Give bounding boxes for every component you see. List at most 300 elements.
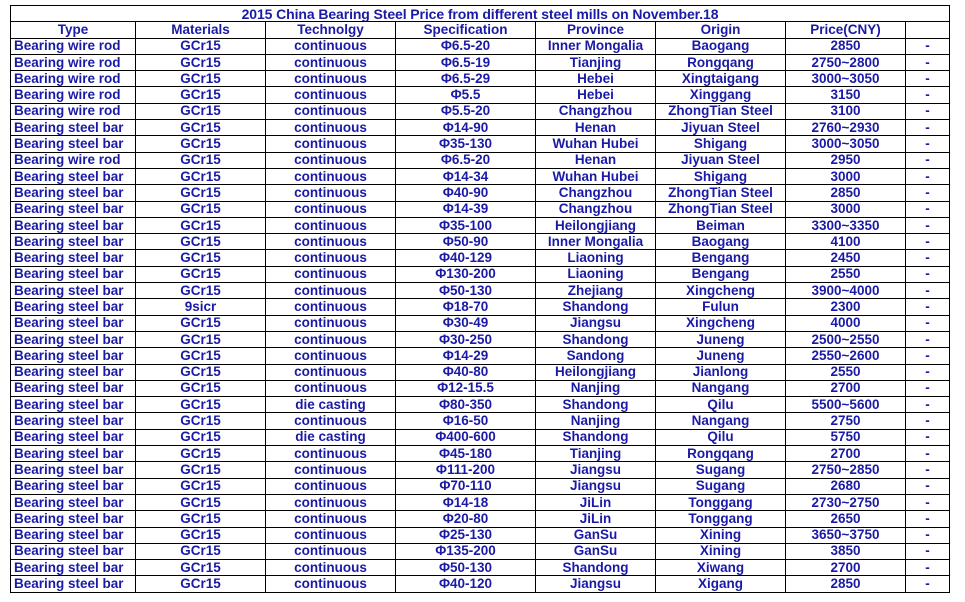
- materials-cell: GCr15: [136, 397, 266, 413]
- technology-cell: continuous: [266, 201, 396, 217]
- type-cell: Bearing steel bar: [11, 250, 136, 266]
- header-specification: Specification: [396, 22, 536, 38]
- table-row: [11, 217, 950, 233]
- extra-cell: -: [906, 201, 950, 217]
- origin-cell: Jianlong: [656, 364, 786, 380]
- specification-cell: Φ14-39: [396, 201, 536, 217]
- materials-cell: GCr15: [136, 201, 266, 217]
- technology-cell: die casting: [266, 429, 396, 445]
- type-cell: Bearing steel bar: [11, 364, 136, 380]
- table-row: [11, 331, 950, 347]
- materials-cell: GCr15: [136, 576, 266, 592]
- extra-cell: -: [906, 250, 950, 266]
- materials-cell: GCr15: [136, 266, 266, 282]
- table-row: [11, 413, 950, 429]
- province-cell: Inner Mongalia: [536, 38, 656, 54]
- specification-cell: Φ50-130: [396, 560, 536, 576]
- extra-cell: -: [906, 71, 950, 87]
- extra-cell: -: [906, 38, 950, 54]
- table-row: [11, 152, 950, 168]
- table-row: [11, 446, 950, 462]
- materials-cell: GCr15: [136, 38, 266, 54]
- specification-cell: Φ14-34: [396, 168, 536, 184]
- specification-cell: Φ25-130: [396, 527, 536, 543]
- specification-cell: Φ6.5-20: [396, 152, 536, 168]
- materials-cell: GCr15: [136, 543, 266, 559]
- table-row: [11, 397, 950, 413]
- extra-cell: -: [906, 527, 950, 543]
- technology-cell: continuous: [266, 250, 396, 266]
- table-row: [11, 103, 950, 119]
- price-cell: 2700: [786, 380, 906, 396]
- specification-cell: Φ40-129: [396, 250, 536, 266]
- specification-cell: Φ130-200: [396, 266, 536, 282]
- origin-cell: Tonggang: [656, 511, 786, 527]
- type-cell: Bearing steel bar: [11, 560, 136, 576]
- extra-cell: -: [906, 413, 950, 429]
- specification-cell: Φ14-90: [396, 120, 536, 136]
- materials-cell: GCr15: [136, 364, 266, 380]
- table-row: [11, 299, 950, 315]
- price-cell: 2550: [786, 266, 906, 282]
- technology-cell: continuous: [266, 152, 396, 168]
- origin-cell: Bengang: [656, 250, 786, 266]
- materials-cell: GCr15: [136, 250, 266, 266]
- specification-cell: Φ5.5: [396, 87, 536, 103]
- type-cell: Bearing steel bar: [11, 185, 136, 201]
- price-cell: 4000: [786, 315, 906, 331]
- origin-cell: Bengang: [656, 266, 786, 282]
- table-body: [11, 38, 950, 592]
- type-cell: Bearing steel bar: [11, 136, 136, 152]
- type-cell: Bearing steel bar: [11, 120, 136, 136]
- price-cell: 2750~2800: [786, 54, 906, 70]
- province-cell: Nanjing: [536, 413, 656, 429]
- origin-cell: Nangang: [656, 380, 786, 396]
- origin-cell: Fulun: [656, 299, 786, 315]
- materials-cell: GCr15: [136, 511, 266, 527]
- price-cell: 3650~3750: [786, 527, 906, 543]
- province-cell: Shandong: [536, 331, 656, 347]
- origin-cell: Sugang: [656, 478, 786, 494]
- extra-cell: -: [906, 364, 950, 380]
- origin-cell: Juneng: [656, 331, 786, 347]
- type-cell: Bearing wire rod: [11, 152, 136, 168]
- type-cell: Bearing steel bar: [11, 315, 136, 331]
- price-cell: 2760~2930: [786, 120, 906, 136]
- materials-cell: GCr15: [136, 348, 266, 364]
- extra-cell: -: [906, 446, 950, 462]
- technology-cell: continuous: [266, 446, 396, 462]
- technology-cell: continuous: [266, 527, 396, 543]
- type-cell: Bearing steel bar: [11, 462, 136, 478]
- province-cell: Henan: [536, 152, 656, 168]
- table-row: [11, 250, 950, 266]
- type-cell: Bearing wire rod: [11, 38, 136, 54]
- origin-cell: Xingcheng: [656, 283, 786, 299]
- type-cell: Bearing wire rod: [11, 54, 136, 70]
- province-cell: Heilongjiang: [536, 364, 656, 380]
- origin-cell: Xingcheng: [656, 315, 786, 331]
- table-row: [11, 283, 950, 299]
- specification-cell: Φ6.5-29: [396, 71, 536, 87]
- price-cell: 2700: [786, 560, 906, 576]
- price-cell: 2500~2550: [786, 331, 906, 347]
- type-cell: Bearing steel bar: [11, 511, 136, 527]
- extra-cell: -: [906, 429, 950, 445]
- type-cell: Bearing steel bar: [11, 201, 136, 217]
- price-cell: 2700: [786, 446, 906, 462]
- extra-cell: -: [906, 54, 950, 70]
- extra-cell: -: [906, 185, 950, 201]
- origin-cell: Qilu: [656, 397, 786, 413]
- province-cell: Jiangsu: [536, 576, 656, 592]
- specification-cell: Φ30-250: [396, 331, 536, 347]
- province-cell: Tianjing: [536, 446, 656, 462]
- materials-cell: GCr15: [136, 136, 266, 152]
- type-cell: Bearing steel bar: [11, 234, 136, 250]
- province-cell: Liaoning: [536, 250, 656, 266]
- type-cell: Bearing steel bar: [11, 429, 136, 445]
- table-row: [11, 54, 950, 70]
- province-cell: JiLin: [536, 494, 656, 510]
- technology-cell: continuous: [266, 462, 396, 478]
- origin-cell: Xiwang: [656, 560, 786, 576]
- price-cell: 3000~3050: [786, 71, 906, 87]
- origin-cell: ZhongTian Steel: [656, 185, 786, 201]
- technology-cell: die casting: [266, 397, 396, 413]
- materials-cell: GCr15: [136, 315, 266, 331]
- header-province: Province: [536, 22, 656, 38]
- price-cell: 5500~5600: [786, 397, 906, 413]
- specification-cell: Φ80-350: [396, 397, 536, 413]
- header-materials: Materials: [136, 22, 266, 38]
- origin-cell: Xigang: [656, 576, 786, 592]
- specification-cell: Φ20-80: [396, 511, 536, 527]
- province-cell: Shandong: [536, 299, 656, 315]
- origin-cell: ZhongTian Steel: [656, 103, 786, 119]
- province-cell: Henan: [536, 120, 656, 136]
- technology-cell: continuous: [266, 103, 396, 119]
- technology-cell: continuous: [266, 185, 396, 201]
- table-row: [11, 71, 950, 87]
- type-cell: Bearing steel bar: [11, 494, 136, 510]
- price-table: [10, 5, 950, 593]
- specification-cell: Φ70-110: [396, 478, 536, 494]
- price-cell: 5750: [786, 429, 906, 445]
- technology-cell: continuous: [266, 136, 396, 152]
- technology-cell: continuous: [266, 331, 396, 347]
- price-cell: 2550~2600: [786, 348, 906, 364]
- price-cell: 3150: [786, 87, 906, 103]
- type-cell: Bearing steel bar: [11, 397, 136, 413]
- materials-cell: GCr15: [136, 494, 266, 510]
- table-row: [11, 543, 950, 559]
- extra-cell: -: [906, 103, 950, 119]
- table-row: [11, 429, 950, 445]
- technology-cell: continuous: [266, 38, 396, 54]
- origin-cell: Xinggang: [656, 87, 786, 103]
- extra-cell: -: [906, 234, 950, 250]
- technology-cell: continuous: [266, 71, 396, 87]
- specification-cell: Φ45-180: [396, 446, 536, 462]
- materials-cell: GCr15: [136, 429, 266, 445]
- materials-cell: GCr15: [136, 560, 266, 576]
- header-row: [11, 22, 950, 38]
- technology-cell: continuous: [266, 54, 396, 70]
- materials-cell: GCr15: [136, 217, 266, 233]
- type-cell: Bearing wire rod: [11, 71, 136, 87]
- extra-cell: -: [906, 494, 950, 510]
- province-cell: Zhejiang: [536, 283, 656, 299]
- technology-cell: continuous: [266, 217, 396, 233]
- technology-cell: continuous: [266, 478, 396, 494]
- extra-cell: -: [906, 576, 950, 592]
- header-technology: Technolgy: [266, 22, 396, 38]
- origin-cell: Xining: [656, 543, 786, 559]
- price-cell: 2450: [786, 250, 906, 266]
- extra-cell: -: [906, 380, 950, 396]
- province-cell: Shandong: [536, 397, 656, 413]
- origin-cell: Shigang: [656, 168, 786, 184]
- price-cell: 2300: [786, 299, 906, 315]
- technology-cell: continuous: [266, 120, 396, 136]
- price-cell: 3000: [786, 201, 906, 217]
- type-cell: Bearing steel bar: [11, 413, 136, 429]
- specification-cell: Φ18-70: [396, 299, 536, 315]
- price-cell: 2750~2850: [786, 462, 906, 478]
- price-cell: 3000~3050: [786, 136, 906, 152]
- table-row: [11, 380, 950, 396]
- materials-cell: GCr15: [136, 103, 266, 119]
- price-cell: 3000: [786, 168, 906, 184]
- price-cell: 2550: [786, 364, 906, 380]
- materials-cell: GCr15: [136, 462, 266, 478]
- extra-cell: -: [906, 283, 950, 299]
- materials-cell: GCr15: [136, 380, 266, 396]
- specification-cell: Φ35-100: [396, 217, 536, 233]
- origin-cell: Nangang: [656, 413, 786, 429]
- origin-cell: Baogang: [656, 38, 786, 54]
- province-cell: Wuhan Hubei: [536, 136, 656, 152]
- specification-cell: Φ40-80: [396, 364, 536, 380]
- extra-cell: -: [906, 152, 950, 168]
- origin-cell: Xining: [656, 527, 786, 543]
- price-cell: 2680: [786, 478, 906, 494]
- extra-cell: -: [906, 315, 950, 331]
- specification-cell: Φ135-200: [396, 543, 536, 559]
- extra-cell: -: [906, 543, 950, 559]
- type-cell: Bearing steel bar: [11, 543, 136, 559]
- technology-cell: continuous: [266, 348, 396, 364]
- table-row: [11, 201, 950, 217]
- origin-cell: Rongqang: [656, 54, 786, 70]
- specification-cell: Φ6.5-20: [396, 38, 536, 54]
- specification-cell: Φ50-90: [396, 234, 536, 250]
- technology-cell: continuous: [266, 380, 396, 396]
- specification-cell: Φ50-130: [396, 283, 536, 299]
- specification-cell: Φ5.5-20: [396, 103, 536, 119]
- type-cell: Bearing steel bar: [11, 283, 136, 299]
- price-cell: 3300~3350: [786, 217, 906, 233]
- table-row: [11, 234, 950, 250]
- table-row: [11, 185, 950, 201]
- price-cell: 3850: [786, 543, 906, 559]
- origin-cell: Jiyuan Steel: [656, 152, 786, 168]
- table-title: 2015 China Bearing Steel Price from different steel mills on November.18: [11, 6, 950, 22]
- extra-cell: -: [906, 560, 950, 576]
- origin-cell: Shigang: [656, 136, 786, 152]
- specification-cell: Φ14-29: [396, 348, 536, 364]
- technology-cell: continuous: [266, 168, 396, 184]
- technology-cell: continuous: [266, 266, 396, 282]
- technology-cell: continuous: [266, 283, 396, 299]
- materials-cell: GCr15: [136, 152, 266, 168]
- type-cell: Bearing steel bar: [11, 478, 136, 494]
- province-cell: Changzhou: [536, 201, 656, 217]
- price-cell: 2950: [786, 152, 906, 168]
- extra-cell: -: [906, 120, 950, 136]
- header-price: Price(CNY): [786, 22, 906, 38]
- materials-cell: GCr15: [136, 413, 266, 429]
- province-cell: Heilongjiang: [536, 217, 656, 233]
- origin-cell: Jiyuan Steel: [656, 120, 786, 136]
- origin-cell: Baogang: [656, 234, 786, 250]
- extra-cell: -: [906, 511, 950, 527]
- province-cell: Hebei: [536, 87, 656, 103]
- type-cell: Bearing steel bar: [11, 299, 136, 315]
- materials-cell: GCr15: [136, 331, 266, 347]
- type-cell: Bearing steel bar: [11, 266, 136, 282]
- table-row: [11, 38, 950, 54]
- type-cell: Bearing steel bar: [11, 380, 136, 396]
- province-cell: Nanjing: [536, 380, 656, 396]
- technology-cell: continuous: [266, 413, 396, 429]
- extra-cell: -: [906, 136, 950, 152]
- price-cell: 2750: [786, 413, 906, 429]
- header-type: Type: [11, 22, 136, 38]
- table-row: [11, 120, 950, 136]
- materials-cell: GCr15: [136, 478, 266, 494]
- materials-cell: GCr15: [136, 527, 266, 543]
- type-cell: Bearing wire rod: [11, 87, 136, 103]
- type-cell: Bearing steel bar: [11, 331, 136, 347]
- materials-cell: GCr15: [136, 168, 266, 184]
- province-cell: Shandong: [536, 429, 656, 445]
- province-cell: Liaoning: [536, 266, 656, 282]
- price-cell: 2850: [786, 576, 906, 592]
- origin-cell: Juneng: [656, 348, 786, 364]
- origin-cell: Tonggang: [656, 494, 786, 510]
- materials-cell: GCr15: [136, 54, 266, 70]
- extra-cell: -: [906, 348, 950, 364]
- province-cell: Changzhou: [536, 185, 656, 201]
- header-extra: [906, 22, 950, 38]
- table-row: [11, 87, 950, 103]
- price-cell: 2650: [786, 511, 906, 527]
- province-cell: Sandong: [536, 348, 656, 364]
- extra-cell: -: [906, 397, 950, 413]
- extra-cell: -: [906, 299, 950, 315]
- origin-cell: Qilu: [656, 429, 786, 445]
- type-cell: Bearing steel bar: [11, 168, 136, 184]
- materials-cell: GCr15: [136, 446, 266, 462]
- specification-cell: Φ30-49: [396, 315, 536, 331]
- materials-cell: GCr15: [136, 71, 266, 87]
- type-cell: Bearing steel bar: [11, 446, 136, 462]
- province-cell: GanSu: [536, 527, 656, 543]
- price-cell: 3100: [786, 103, 906, 119]
- origin-cell: Beiman: [656, 217, 786, 233]
- province-cell: Changzhou: [536, 103, 656, 119]
- province-cell: Tianjing: [536, 54, 656, 70]
- price-sheet: [10, 5, 949, 593]
- specification-cell: Φ12-15.5: [396, 380, 536, 396]
- province-cell: Wuhan Hubei: [536, 168, 656, 184]
- extra-cell: -: [906, 462, 950, 478]
- province-cell: Jiangsu: [536, 478, 656, 494]
- table-row: [11, 560, 950, 576]
- province-cell: Hebei: [536, 71, 656, 87]
- table-row: [11, 266, 950, 282]
- type-cell: Bearing steel bar: [11, 576, 136, 592]
- province-cell: Shandong: [536, 560, 656, 576]
- technology-cell: continuous: [266, 234, 396, 250]
- technology-cell: continuous: [266, 87, 396, 103]
- type-cell: Bearing steel bar: [11, 527, 136, 543]
- materials-cell: 9sicr: [136, 299, 266, 315]
- extra-cell: -: [906, 331, 950, 347]
- type-cell: Bearing wire rod: [11, 103, 136, 119]
- specification-cell: Φ400-600: [396, 429, 536, 445]
- origin-cell: Sugang: [656, 462, 786, 478]
- table-row: [11, 315, 950, 331]
- materials-cell: GCr15: [136, 185, 266, 201]
- table-row: [11, 494, 950, 510]
- materials-cell: GCr15: [136, 283, 266, 299]
- technology-cell: continuous: [266, 299, 396, 315]
- table-row: [11, 364, 950, 380]
- origin-cell: ZhongTian Steel: [656, 201, 786, 217]
- specification-cell: Φ40-90: [396, 185, 536, 201]
- technology-cell: continuous: [266, 364, 396, 380]
- specification-cell: Φ35-130: [396, 136, 536, 152]
- price-cell: 4100: [786, 234, 906, 250]
- province-cell: Inner Mongalia: [536, 234, 656, 250]
- technology-cell: continuous: [266, 543, 396, 559]
- province-cell: JiLin: [536, 511, 656, 527]
- extra-cell: -: [906, 217, 950, 233]
- specification-cell: Φ6.5-19: [396, 54, 536, 70]
- province-cell: GanSu: [536, 543, 656, 559]
- table-row: [11, 462, 950, 478]
- table-row: [11, 168, 950, 184]
- table-row: [11, 511, 950, 527]
- extra-cell: -: [906, 168, 950, 184]
- title-row: [11, 6, 950, 22]
- materials-cell: GCr15: [136, 120, 266, 136]
- technology-cell: continuous: [266, 494, 396, 510]
- specification-cell: Φ14-18: [396, 494, 536, 510]
- technology-cell: continuous: [266, 576, 396, 592]
- table-row: [11, 348, 950, 364]
- table-row: [11, 136, 950, 152]
- type-cell: Bearing steel bar: [11, 217, 136, 233]
- materials-cell: GCr15: [136, 234, 266, 250]
- technology-cell: continuous: [266, 315, 396, 331]
- price-cell: 2850: [786, 38, 906, 54]
- extra-cell: -: [906, 87, 950, 103]
